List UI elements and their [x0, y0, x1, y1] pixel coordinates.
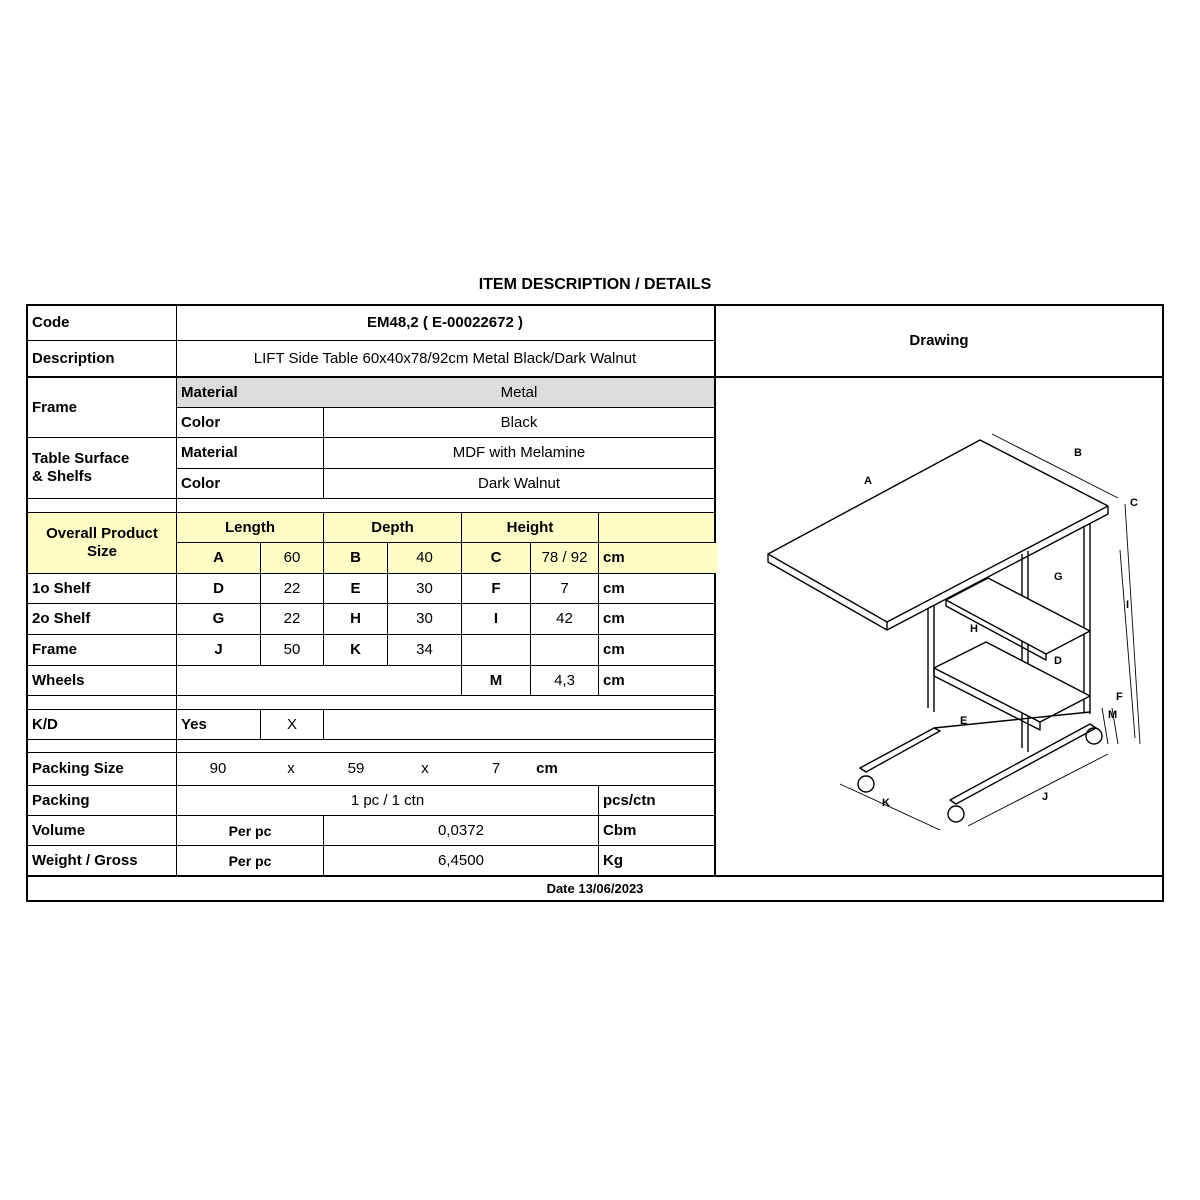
frame-material-value: Metal [324, 378, 714, 407]
weight-value: 6,4500 [438, 851, 484, 869]
packing-size-height: 7 [491, 760, 501, 777]
dim-d-value: 22 [283, 579, 301, 597]
dim-k-value: 34 [416, 641, 433, 658]
kd-yes-mark: X [286, 715, 297, 733]
dim-label-g: G [1054, 571, 1063, 583]
dim-i-key: I [493, 610, 499, 627]
overall-unit: cm [599, 543, 718, 573]
dim-label-i: I [1126, 599, 1130, 611]
packing-value: 1 pc / 1 ctn [350, 791, 425, 809]
dim-label-h: H [970, 623, 978, 635]
weight-per: Per pc [228, 852, 272, 869]
wheels-unit: cm [603, 671, 625, 689]
frame-size-unit: cm [603, 641, 625, 658]
frame-color-label: Color [181, 413, 221, 431]
dim-h-value: 30 [416, 610, 433, 627]
drawing-label: Drawing [909, 332, 969, 349]
shelf-lower [934, 642, 1090, 722]
dim-b-key: B [324, 543, 387, 573]
volume-value: 0,0372 [438, 821, 484, 839]
dim-f-key: F [491, 579, 501, 597]
description-value: LIFT Side Table 60x40x78/92cm Metal Black/Dark Walnut [253, 349, 637, 367]
shelf-upper [946, 578, 1090, 654]
surface-color-value: Dark Walnut [478, 474, 560, 492]
frame-material-label: Material [177, 378, 327, 407]
sheet-title: ITEM DESCRIPTION / DETAILS [478, 276, 712, 293]
height-header: Height [462, 513, 598, 542]
weight-label: Weight / Gross [32, 851, 138, 869]
wheel [858, 776, 874, 792]
dim-label-f: F [1116, 691, 1123, 703]
shelf2-label: 2o Shelf [32, 610, 91, 627]
dim-m-value: 4,3 [554, 671, 575, 689]
packing-unit: pcs/ctn [603, 791, 656, 809]
length-header: Length [177, 513, 323, 542]
shelf2-unit: cm [603, 610, 625, 627]
wheel [948, 806, 964, 822]
packing-label: Packing [32, 791, 90, 809]
depth-header: Depth [324, 513, 461, 542]
volume-per: Per pc [228, 822, 272, 839]
dim-g-key: G [212, 610, 225, 627]
dim-b-value: 40 [388, 543, 461, 573]
frame-size-label: Frame [32, 641, 78, 658]
packing-size-label: Packing Size [32, 760, 124, 777]
surface-material-label: Material [181, 444, 238, 461]
description-label: Description [32, 349, 115, 367]
dim-c-key: C [462, 543, 530, 573]
product-drawing [740, 378, 1164, 876]
dim-label-a: A [864, 475, 872, 487]
overall-size-label: Overall Product Size [28, 513, 176, 573]
base-rail-back [950, 724, 1096, 804]
packing-size-length: 90 [209, 760, 227, 777]
dim-m-key: M [489, 671, 503, 689]
dim-e-key: E [350, 579, 361, 597]
shelf1-label: 1o Shelf [32, 579, 91, 597]
frame-color-value: Black [500, 413, 538, 431]
weight-unit: Kg [603, 851, 623, 869]
shelf1-unit: cm [603, 579, 625, 597]
kd-yes-label: Yes [181, 715, 207, 733]
code-value: EM48,2 ( E-00022672 ) [367, 314, 523, 331]
dim-d-key: D [213, 579, 224, 597]
dim-label-c: C [1130, 497, 1138, 509]
dim-label-e: E [960, 715, 968, 727]
packing-size-width: 59 [347, 760, 365, 777]
dim-h-key: H [350, 610, 361, 627]
dim-j-key: J [214, 641, 223, 658]
date-footer: Date 13/06/2023 [546, 880, 644, 896]
dim-j-value: 50 [283, 641, 301, 658]
unit-header-blank [599, 513, 714, 542]
dim-label-d: D [1054, 655, 1062, 667]
dim-i-value: 42 [556, 610, 573, 627]
dim-k-key: K [350, 641, 361, 658]
code-label: Code [32, 314, 70, 331]
dim-e-value: 30 [416, 579, 433, 597]
wheel [1086, 728, 1102, 744]
frame-group-label: Frame [32, 398, 78, 416]
dim-a-value: 60 [261, 543, 323, 573]
volume-label: Volume [32, 821, 86, 839]
surface-group-label: Table Surface & Shelfs [32, 450, 130, 485]
base-rail-front [860, 728, 940, 772]
dim-a-key: A [177, 543, 260, 573]
packing-size-unit: cm [536, 760, 558, 777]
surface-material-value: MDF with Melamine [452, 444, 586, 461]
packing-size-x2: x [421, 760, 429, 777]
dim-g-value: 22 [283, 610, 301, 627]
volume-unit: Cbm [603, 821, 637, 839]
dim-label-m: M [1108, 709, 1118, 721]
surface-color-label: Color [181, 474, 221, 492]
dim-label-b: B [1074, 447, 1082, 459]
dim-label-k: K [882, 797, 890, 809]
wheels-label: Wheels [32, 671, 85, 689]
dim-c-value: 78 / 92 [531, 543, 598, 573]
dim-f-value: 7 [560, 579, 569, 597]
packing-size-x1: x [287, 760, 295, 777]
kd-label: K/D [32, 715, 58, 733]
item-details-table [26, 304, 1164, 902]
dim-label-j: J [1042, 791, 1049, 803]
